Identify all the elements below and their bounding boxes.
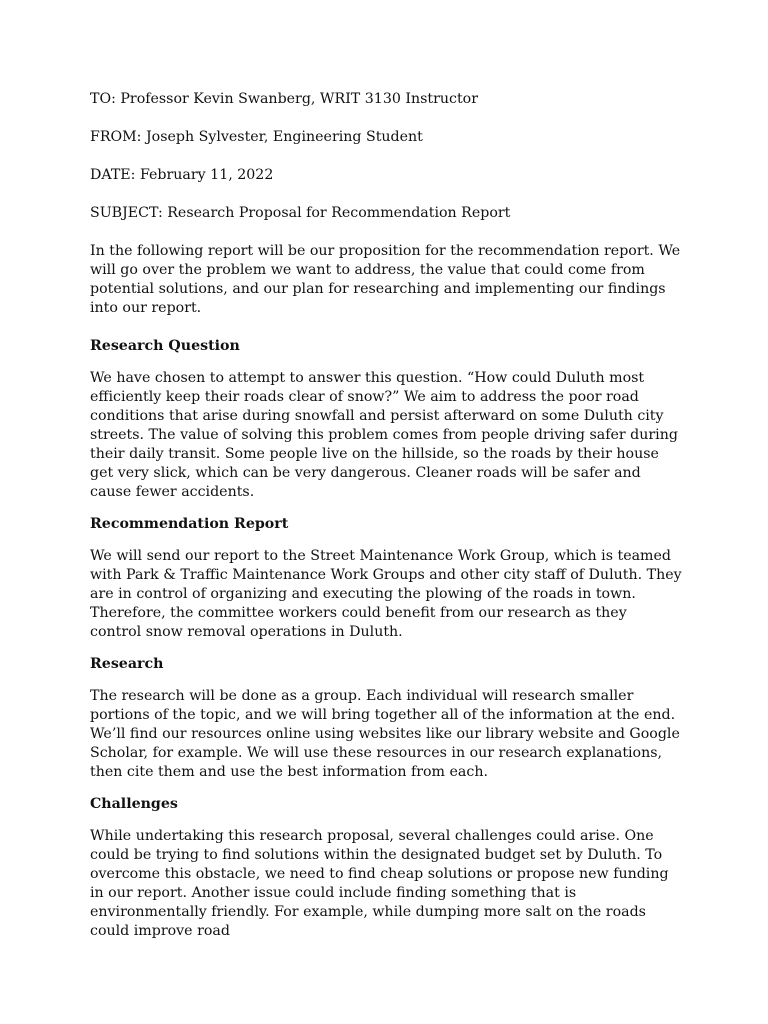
memo-subject-line: SUBJECT: Research Proposal for Recommendation Report bbox=[90, 205, 511, 221]
memo-date-line: DATE: February 11, 2022 bbox=[90, 167, 274, 183]
section-heading-research: Research bbox=[90, 656, 164, 672]
section-body-challenges: While undertaking this research proposal, several challenges could arise. One could be trying to find solutions within the designated budget set by Duluth. To overcome this obstacle, we need to find cheap solutions or propose new funding in our report. Another issue could include finding something that is environmentally friendly. For example, while dumping more salt on the roads could improve road bbox=[90, 828, 669, 939]
memo-to-line: TO: Professor Kevin Swanberg, WRIT 3130 Instructor bbox=[90, 91, 479, 107]
section-body-research: The research will be done as a group. Each individual will research smaller portions of the topic, and we will bring together all of the information at the end. We’ll find our resources online using websites like our library website and Google Scholar, for example. We will use these resources in our research explanations, then cite them and use the best information from each. bbox=[90, 688, 680, 780]
section-body-research-question: We have chosen to attempt to answer this question. “How could Duluth most efficiently keep their roads clear of snow?” We aim to address the poor road conditions that arise during snowfall and persist afterward on some Duluth city streets. The value of solving this problem comes from people driving safer during their daily transit. Some people live on the hillside, so the roads by their house get very slick, which can be very dangerous. Cleaner roads will be safer and cause fewer accidents. bbox=[90, 370, 678, 500]
section-body-recommendation-report: We will send our report to the Street Maintenance Work Group, which is teamed with Park & Traffic Maintenance Work Groups and other city staff of Duluth. They are in control of organizing and executing the plowing of the roads in town. Therefore, the committee workers could benefit from our research as they control snow removal operations in Duluth. bbox=[90, 548, 682, 640]
section-heading-challenges: Challenges bbox=[90, 796, 178, 812]
section-heading-recommendation-report: Recommendation Report bbox=[90, 516, 289, 532]
memo-from-line: FROM: Joseph Sylvester, Engineering Student bbox=[90, 129, 423, 145]
intro-paragraph: In the following report will be our proposition for the recommendation report. We will go over the problem we want to address, the value that could come from potential solutions, and our plan for researching and implementing our findings into our report. bbox=[90, 243, 681, 316]
memo-document bbox=[90, 90, 682, 954]
section-heading-research-question: Research Question bbox=[90, 338, 240, 354]
